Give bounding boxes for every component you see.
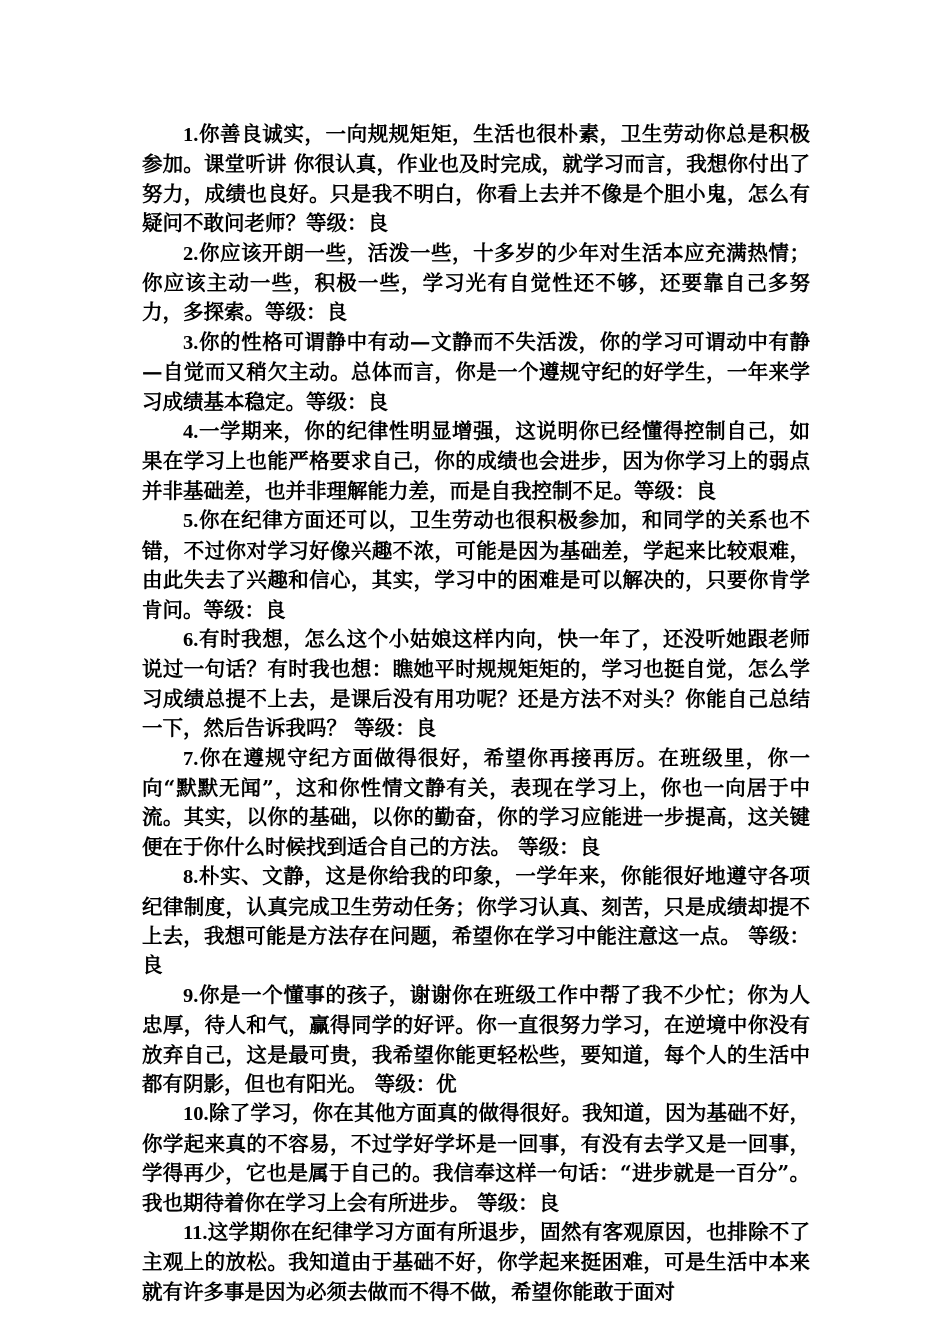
paragraph-text: 你在遵规守纪方面做得很好，希望你再接再厉。在班级里，你一向“默默无闻”，这和你性情文静有关，表现在学习上，你也一向居于中流。其实，以你的基础，以你的勤奋，你的学习应能进一步提高，这关键便在于你什么时候找到适合自己的方法。 等级：良 bbox=[142, 745, 810, 859]
comment-paragraph-10 bbox=[142, 1099, 810, 1218]
paragraph-number: 9. bbox=[183, 984, 199, 1007]
comment-paragraph-3 bbox=[142, 328, 810, 417]
paragraph-text: 你善良诚实，一向规规矩矩，生活也很朴素，卫生劳动你总是积极参加。课堂听讲 你很认真，作业也及时完成，就学习而言，我想你付出了努力，成绩也良好。只是我不明白，你看上去并不像是个胆小鬼，怎么有疑问不敢问老师？等级：良 bbox=[142, 122, 810, 236]
paragraph-number: 5. bbox=[183, 510, 199, 533]
paragraph-number: 2. bbox=[183, 242, 199, 265]
paragraph-text: 这学期你在纪律学习方面有所退步，固然有客观原因，也排除不了主观上的放松。我知道由于基础不好，你学起来挺困难，可是生活中本来就有许多事是因为必须去做而不得不做，希望你能敢于面对 bbox=[142, 1220, 810, 1304]
paragraph-text: 你应该开朗一些，活泼一些，十多岁的少年对生活本应充满热情；你应该主动一些，积极一些，学习光有自觉性还不够，还要靠自己多努力，多探索。等级：良 bbox=[142, 240, 810, 325]
paragraph-text: 一学期来，你的纪律性明显增强，这说明你已经懂得控制自己，如果在学习上也能严格要求自己，你的成绩也会进步，因为你学习上的弱点并非基础差，也并非理解能力差，而是自我控制不足。等级：良 bbox=[142, 419, 810, 503]
comment-paragraph-7 bbox=[142, 744, 810, 863]
paragraph-text: 有时我想，怎么这个小姑娘这样内向，快一年了，还没听她跟老师说过一句话？有时我也想：瞧她平时规规矩矩的，学习也挺自觉，怎么学习成绩总提不上去，是课后没有用功呢？还是方法不对头？你能自己总结一下，然后告诉我吗？ 等级：良 bbox=[142, 626, 810, 741]
paragraph-number: 6. bbox=[183, 628, 199, 651]
paragraph-text: 朴实、文静，这是你给我的印象，一学年来，你能很好地遵守各项纪律制度，认真完成卫生劳动任务；你学习认真、刻苦，只是成绩却提不上去，我想可能是方法存在问题，希望你在学习中能注意这一点。 等级：良 bbox=[142, 864, 810, 978]
paragraph-text: 你在纪律方面还可以，卫生劳动也很积极参加，和同学的关系也不错，不过你对学习好像兴趣不浓，可能是因为基础差，学起来比较艰难，由此失去了兴趣和信心，其实，学习中的困难是可以解决的，只要你肯学肯问。等级：良 bbox=[142, 508, 810, 622]
paragraph-number: 1. bbox=[183, 124, 199, 146]
paragraph-text: 除了学习，你在其他方面真的做得很好。我知道，因为基础不好，你学起来真的不容易，不过学好学坏是一回事，有没有去学又是一回事，学得再少，它也是属于自己的。我信奉这样一句话：“进步就是一百分”。我也期待着你在学习上会有所进步。 等级：良 bbox=[142, 1101, 810, 1215]
paragraph-number: 8. bbox=[183, 866, 199, 889]
paragraph-text: 你的性格可谓静中有动—文静而不失活泼，你的学习可谓动中有静—自觉而又稍欠主动。总体而言，你是一个遵规守纪的好学生，一年来学习成绩基本稳定。等级：良 bbox=[142, 329, 810, 414]
comment-paragraph-1 bbox=[142, 120, 810, 239]
comment-paragraph-2 bbox=[142, 239, 810, 328]
comment-paragraph-9 bbox=[142, 981, 810, 1100]
paragraph-number: 10. bbox=[183, 1103, 209, 1126]
comment-paragraph-11 bbox=[142, 1218, 810, 1307]
paragraph-text: 你是一个懂事的孩子，谢谢你在班级工作中帮了我不少忙；你为人忠厚，待人和气，赢得同学的好评。你一直很努力学习，在逆境中你没有放弃自己，这是最可贵，我希望你能更轻松些，要知道，每个人的生活中都有阴影，但也有阳光。 等级：优 bbox=[142, 982, 810, 1096]
comment-paragraph-8 bbox=[142, 862, 810, 981]
comment-paragraph-5 bbox=[142, 506, 810, 625]
paragraph-number: 7. bbox=[183, 747, 199, 770]
paragraph-number: 4. bbox=[183, 421, 199, 444]
paragraph-number: 3. bbox=[183, 331, 199, 354]
comment-paragraph-4 bbox=[142, 417, 810, 506]
comment-paragraph-6 bbox=[142, 625, 810, 744]
comment-list bbox=[142, 120, 810, 1307]
paragraph-number: 11. bbox=[183, 1222, 208, 1245]
